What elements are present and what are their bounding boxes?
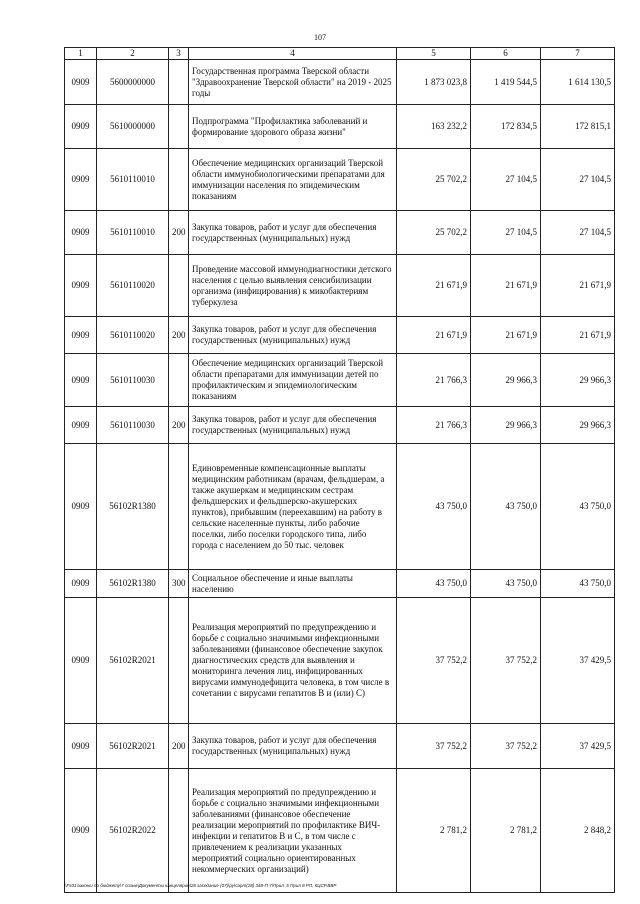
amount-col7: 1 614 130,5: [541, 60, 615, 105]
item-name: Обеспечение медицинских организаций Тверской области препаратами для иммунизации детей по профилактическим и эпидемиологическим показаниям: [189, 354, 397, 407]
amount-col5: 21 766,3: [397, 354, 471, 407]
section-code: 0909: [65, 598, 97, 724]
column-header: 6: [471, 48, 541, 60]
table-row: [65, 354, 615, 407]
table-row: [65, 570, 615, 598]
expense-type-code: [169, 149, 189, 211]
section-code: 0909: [65, 149, 97, 211]
expense-type-code: [169, 598, 189, 724]
expense-type-code: 200: [169, 407, 189, 444]
table-row: [65, 149, 615, 211]
amount-col5: 21 671,9: [397, 317, 471, 354]
table-row: [65, 211, 615, 255]
target-article-code: 56102R2021: [97, 598, 169, 724]
target-article-code: 5610000000: [97, 105, 169, 149]
item-name: Закупка товаров, работ и услуг для обеспечения государственных (муниципальных) нужд: [189, 724, 397, 769]
section-code: 0909: [65, 724, 97, 769]
budget-table: [64, 47, 615, 893]
amount-col7: 43 750,0: [541, 444, 615, 570]
amount-col7: 29 966,3: [541, 354, 615, 407]
expense-type-code: [169, 769, 189, 893]
target-article-code: 56102R2022: [97, 769, 169, 893]
item-name: Реализация мероприятий по предупреждению и борьбе с социально значимыми инфекционными заболеваниями (финансовое обеспечение реализации мероприятий по профилактике ВИЧ-инфекции и гепатитов В и С, в том числе с привлечением к реализации указанных мероприятий социально ориентированных некоммерческих организаций): [189, 769, 397, 893]
target-article-code: 5610110020: [97, 317, 169, 354]
target-article-code: 5610110030: [97, 407, 169, 444]
expense-type-code: [169, 60, 189, 105]
target-article-code: 5610110020: [97, 255, 169, 317]
amount-col5: 1 873 023,8: [397, 60, 471, 105]
amount-col5: 21 671,9: [397, 255, 471, 317]
amount-col6: 27 104,5: [471, 211, 541, 255]
expense-type-code: 200: [169, 211, 189, 255]
section-code: 0909: [65, 354, 97, 407]
target-article-code: 56102R2021: [97, 724, 169, 769]
amount-col6: 43 750,0: [471, 570, 541, 598]
target-article-code: 5610110010: [97, 149, 169, 211]
header-row: [65, 48, 615, 60]
amount-col5: 163 232,2: [397, 105, 471, 149]
amount-col5: 43 750,0: [397, 570, 471, 598]
column-header: 2: [97, 48, 169, 60]
column-header: 3: [169, 48, 189, 60]
amount-col6: 29 966,3: [471, 407, 541, 444]
page-number: 107: [314, 33, 326, 42]
table-row: [65, 60, 615, 105]
table-row: [65, 255, 615, 317]
column-header: 5: [397, 48, 471, 60]
amount-col7: 37 429,5: [541, 598, 615, 724]
column-header: 4: [189, 48, 397, 60]
section-code: 0909: [65, 211, 97, 255]
amount-col7: 2 848,2: [541, 769, 615, 893]
table-row: [65, 407, 615, 444]
amount-col5: 2 781,2: [397, 769, 471, 893]
amount-col7: 27 104,5: [541, 149, 615, 211]
column-header: 1: [65, 48, 97, 60]
section-code: 0909: [65, 105, 97, 149]
section-code: 0909: [65, 317, 97, 354]
amount-col5: 25 702,2: [397, 211, 471, 255]
amount-col6: 21 671,9: [471, 255, 541, 317]
amount-col6: 29 966,3: [471, 354, 541, 407]
section-code: 0909: [65, 60, 97, 105]
amount-col7: 43 750,0: [541, 570, 615, 598]
amount-col6: 172 834,5: [471, 105, 541, 149]
amount-col6: 21 671,9: [471, 317, 541, 354]
item-name: Обеспечение медицинских организаций Тверской области иммунобиологическими препаратами для иммунизации населения по эпидемическим показаниям: [189, 149, 397, 211]
table-row: [65, 724, 615, 769]
expense-type-code: [169, 105, 189, 149]
item-name: Социальное обеспечение и иные выплаты населению: [189, 570, 397, 598]
item-name: Проведение массовой иммунодиагностики детского населения с целью выявления сенсибилизации организма (инфицирования) к микобактериям туберкулеза: [189, 255, 397, 317]
amount-col7: 21 671,9: [541, 255, 615, 317]
item-name: Реализация мероприятий по предупреждению и борьбе с социально значимыми инфекционными заболеваниями (финансовое обеспечение закупок диагностических средств для выявления и мониторинга лечения лиц, инфицированных вирусами иммунодефицита человека, в том числе в сочетании с вирусами гепатитов В и (или) С): [189, 598, 397, 724]
target-article-code: 5600000000: [97, 60, 169, 105]
amount-col5: 37 752,2: [397, 724, 471, 769]
section-code: 0909: [65, 407, 97, 444]
amount-col5: 37 752,2: [397, 598, 471, 724]
expense-type-code: [169, 255, 189, 317]
amount-col5: 43 750,0: [397, 444, 471, 570]
amount-col6: 27 104,5: [471, 149, 541, 211]
table-row: [65, 105, 615, 149]
item-name: Единовременные компенсационные выплаты медицинским работникам (врачам, фельдшерам, а также акушеркам и медицинским сестрам фельдшерских и фельдшерско-акушерских пунктов), прибывшим (переехавшим) на работу в сельские населенные пункты, либо рабочие поселки, либо поселки городского типа, либо города с населением до 50 тыс. человек: [189, 444, 397, 570]
amount-col6: 1 419 544,5: [471, 60, 541, 105]
target-article-code: 56102R1380: [97, 570, 169, 598]
amount-col7: 27 104,5: [541, 211, 615, 255]
amount-col5: 25 702,2: [397, 149, 471, 211]
amount-col7: 172 815,1: [541, 105, 615, 149]
amount-col6: 37 752,2: [471, 724, 541, 769]
item-name: Государственная программа Тверской области "Здравоохранение Тверской области" на 2019 - 2025 годы: [189, 60, 397, 105]
table-row: [65, 317, 615, 354]
item-name: Закупка товаров, работ и услуг для обеспечения государственных (муниципальных) нужд: [189, 317, 397, 354]
section-code: 0909: [65, 444, 97, 570]
column-header: 7: [541, 48, 615, 60]
amount-col5: 21 766,3: [397, 407, 471, 444]
expense-type-code: [169, 444, 189, 570]
amount-col7: 37 429,5: [541, 724, 615, 769]
section-code: 0909: [65, 769, 97, 893]
amount-col6: 2 781,2: [471, 769, 541, 893]
target-article-code: 5610110030: [97, 354, 169, 407]
expense-type-code: 200: [169, 724, 189, 769]
amount-col6: 37 752,2: [471, 598, 541, 724]
amount-col6: 43 750,0: [471, 444, 541, 570]
target-article-code: 56102R1380: [97, 444, 169, 570]
expense-type-code: [169, 354, 189, 407]
item-name: Подпрограмма "Профилактика заболеваний и формирование здорового образа жизни": [189, 105, 397, 149]
amount-col7: 29 966,3: [541, 407, 615, 444]
table-row: [65, 444, 615, 570]
table-row: [65, 769, 615, 893]
section-code: 0909: [65, 255, 97, 317]
amount-col7: 21 671,9: [541, 317, 615, 354]
section-code: 0909: [65, 570, 97, 598]
table-row: [65, 598, 615, 724]
item-name: Закупка товаров, работ и услуг для обеспечения государственных (муниципальных) нужд: [189, 407, 397, 444]
item-name: Закупка товаров, работ и услуг для обеспечения государственных (муниципальных) нужд: [189, 211, 397, 255]
expense-type-code: 200: [169, 317, 189, 354]
file-path-footer: \\Fs01\законы по бюджету\7 созыв\Документы канцелярии\28 заседание (07)\ру\сарт(28) 348-П-7\Прил. 5 Прил 8 РП, КЦСР.ВВР: [64, 883, 337, 888]
expense-type-code: 300: [169, 570, 189, 598]
target-article-code: 5610110010: [97, 211, 169, 255]
